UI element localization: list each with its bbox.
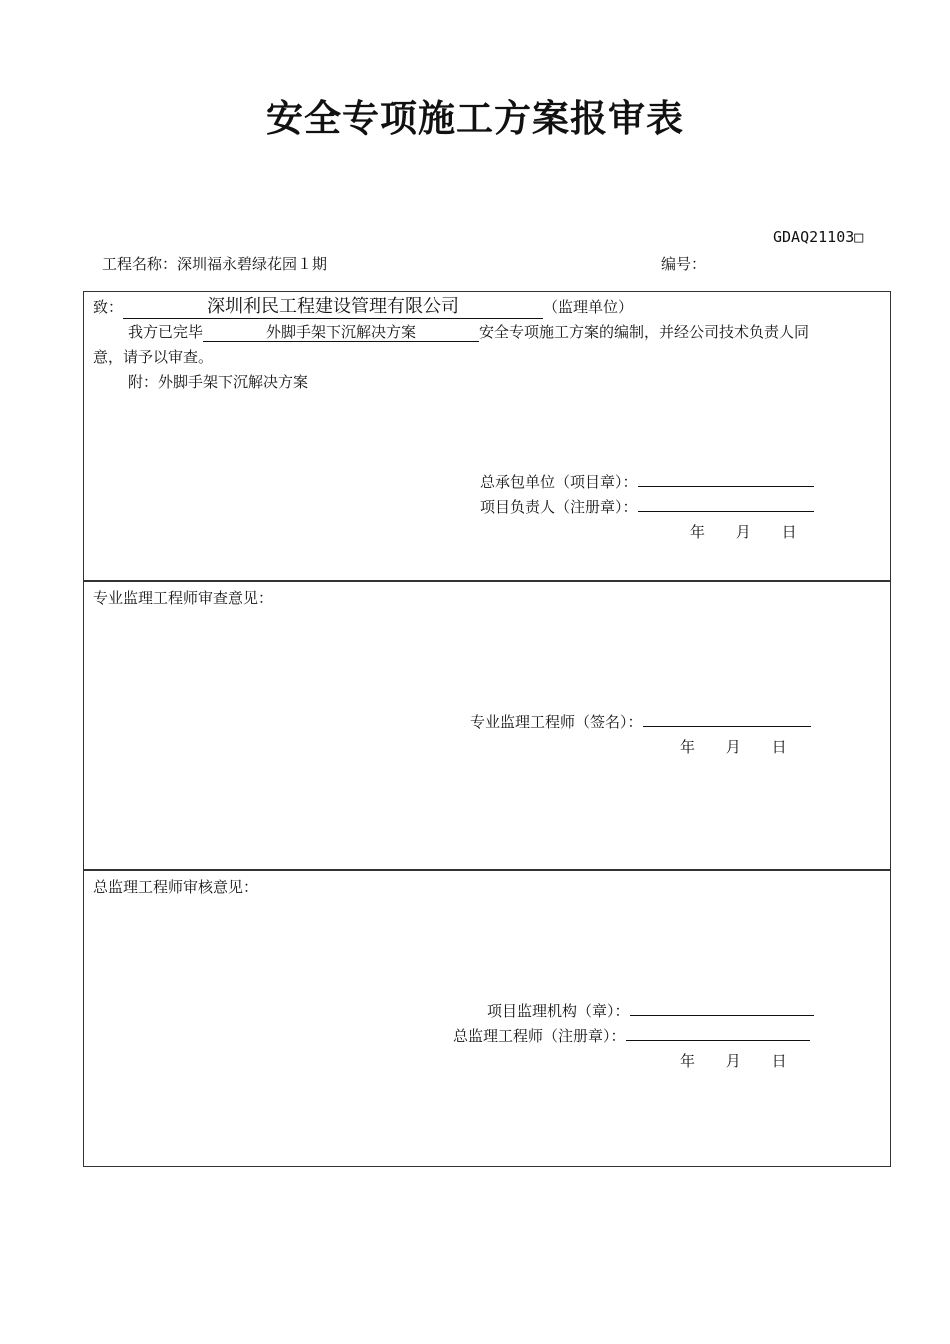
submission-section xyxy=(83,291,891,582)
day-label: 日 xyxy=(771,738,787,756)
year-label: 年 xyxy=(680,1052,696,1070)
attachment-line: 附：外脚手架下沉解决方案 xyxy=(128,373,309,391)
page-title: 安全专项施工方案报审表 xyxy=(266,96,684,140)
engineer-signature-line xyxy=(643,712,811,727)
org-signature-line xyxy=(630,1001,814,1016)
chief-seal-row xyxy=(453,1025,810,1046)
manager-label: 项目负责人（注册章）： xyxy=(480,498,638,516)
chief-label: 总监理工程师（注册章）： xyxy=(453,1027,626,1045)
supervisor-company: 深圳利民工程建设管理有限公司 xyxy=(123,296,543,319)
org-label: 项目监理机构（章）： xyxy=(487,1002,630,1020)
month-label: 月 xyxy=(725,738,741,756)
year-label: 年 xyxy=(690,523,706,541)
day-label: 日 xyxy=(771,1052,787,1070)
contractor-seal-row xyxy=(480,471,814,492)
addressee-row xyxy=(93,296,633,319)
chief-review-heading: 总监理工程师审核意见： xyxy=(93,878,259,896)
chief-signature-line xyxy=(626,1026,810,1041)
completion-statement xyxy=(128,321,809,342)
month-label: 月 xyxy=(725,1052,741,1070)
number-label: 编号： xyxy=(661,255,707,273)
year-label: 年 xyxy=(680,738,696,756)
project-name: 工程名称：深圳福永碧绿花园１期 xyxy=(102,255,328,273)
chief-review-section xyxy=(83,869,891,1167)
engineer-review-section xyxy=(83,580,891,871)
date-row xyxy=(680,736,787,757)
manager-signature-line xyxy=(638,497,814,512)
contractor-label: 总承包单位（项目章）： xyxy=(480,473,638,491)
plan-name: 外脚手架下沉解决方案 xyxy=(203,323,479,342)
statement-continuation: 意，请予以审查。 xyxy=(93,348,214,366)
engineer-signer-label: 专业监理工程师（签名）： xyxy=(470,713,643,731)
contractor-signature-line xyxy=(638,472,814,487)
engineer-review-heading: 专业监理工程师审查意见： xyxy=(93,589,274,607)
org-seal-row xyxy=(487,1000,814,1021)
manager-seal-row xyxy=(480,496,814,517)
form-code: GDAQ21103□ xyxy=(773,228,864,246)
day-label: 日 xyxy=(781,523,797,541)
engineer-signature-row xyxy=(470,711,811,732)
date-row xyxy=(690,521,797,542)
month-label: 月 xyxy=(735,523,751,541)
to-label: 致： xyxy=(93,298,124,316)
supervisor-unit-label: （监理单位） xyxy=(543,298,634,316)
date-row xyxy=(680,1050,787,1071)
statement-suffix: 安全专项施工方案的编制，并经公司技术负责人同 xyxy=(479,323,810,341)
statement-prefix: 我方已完毕 xyxy=(128,323,204,341)
